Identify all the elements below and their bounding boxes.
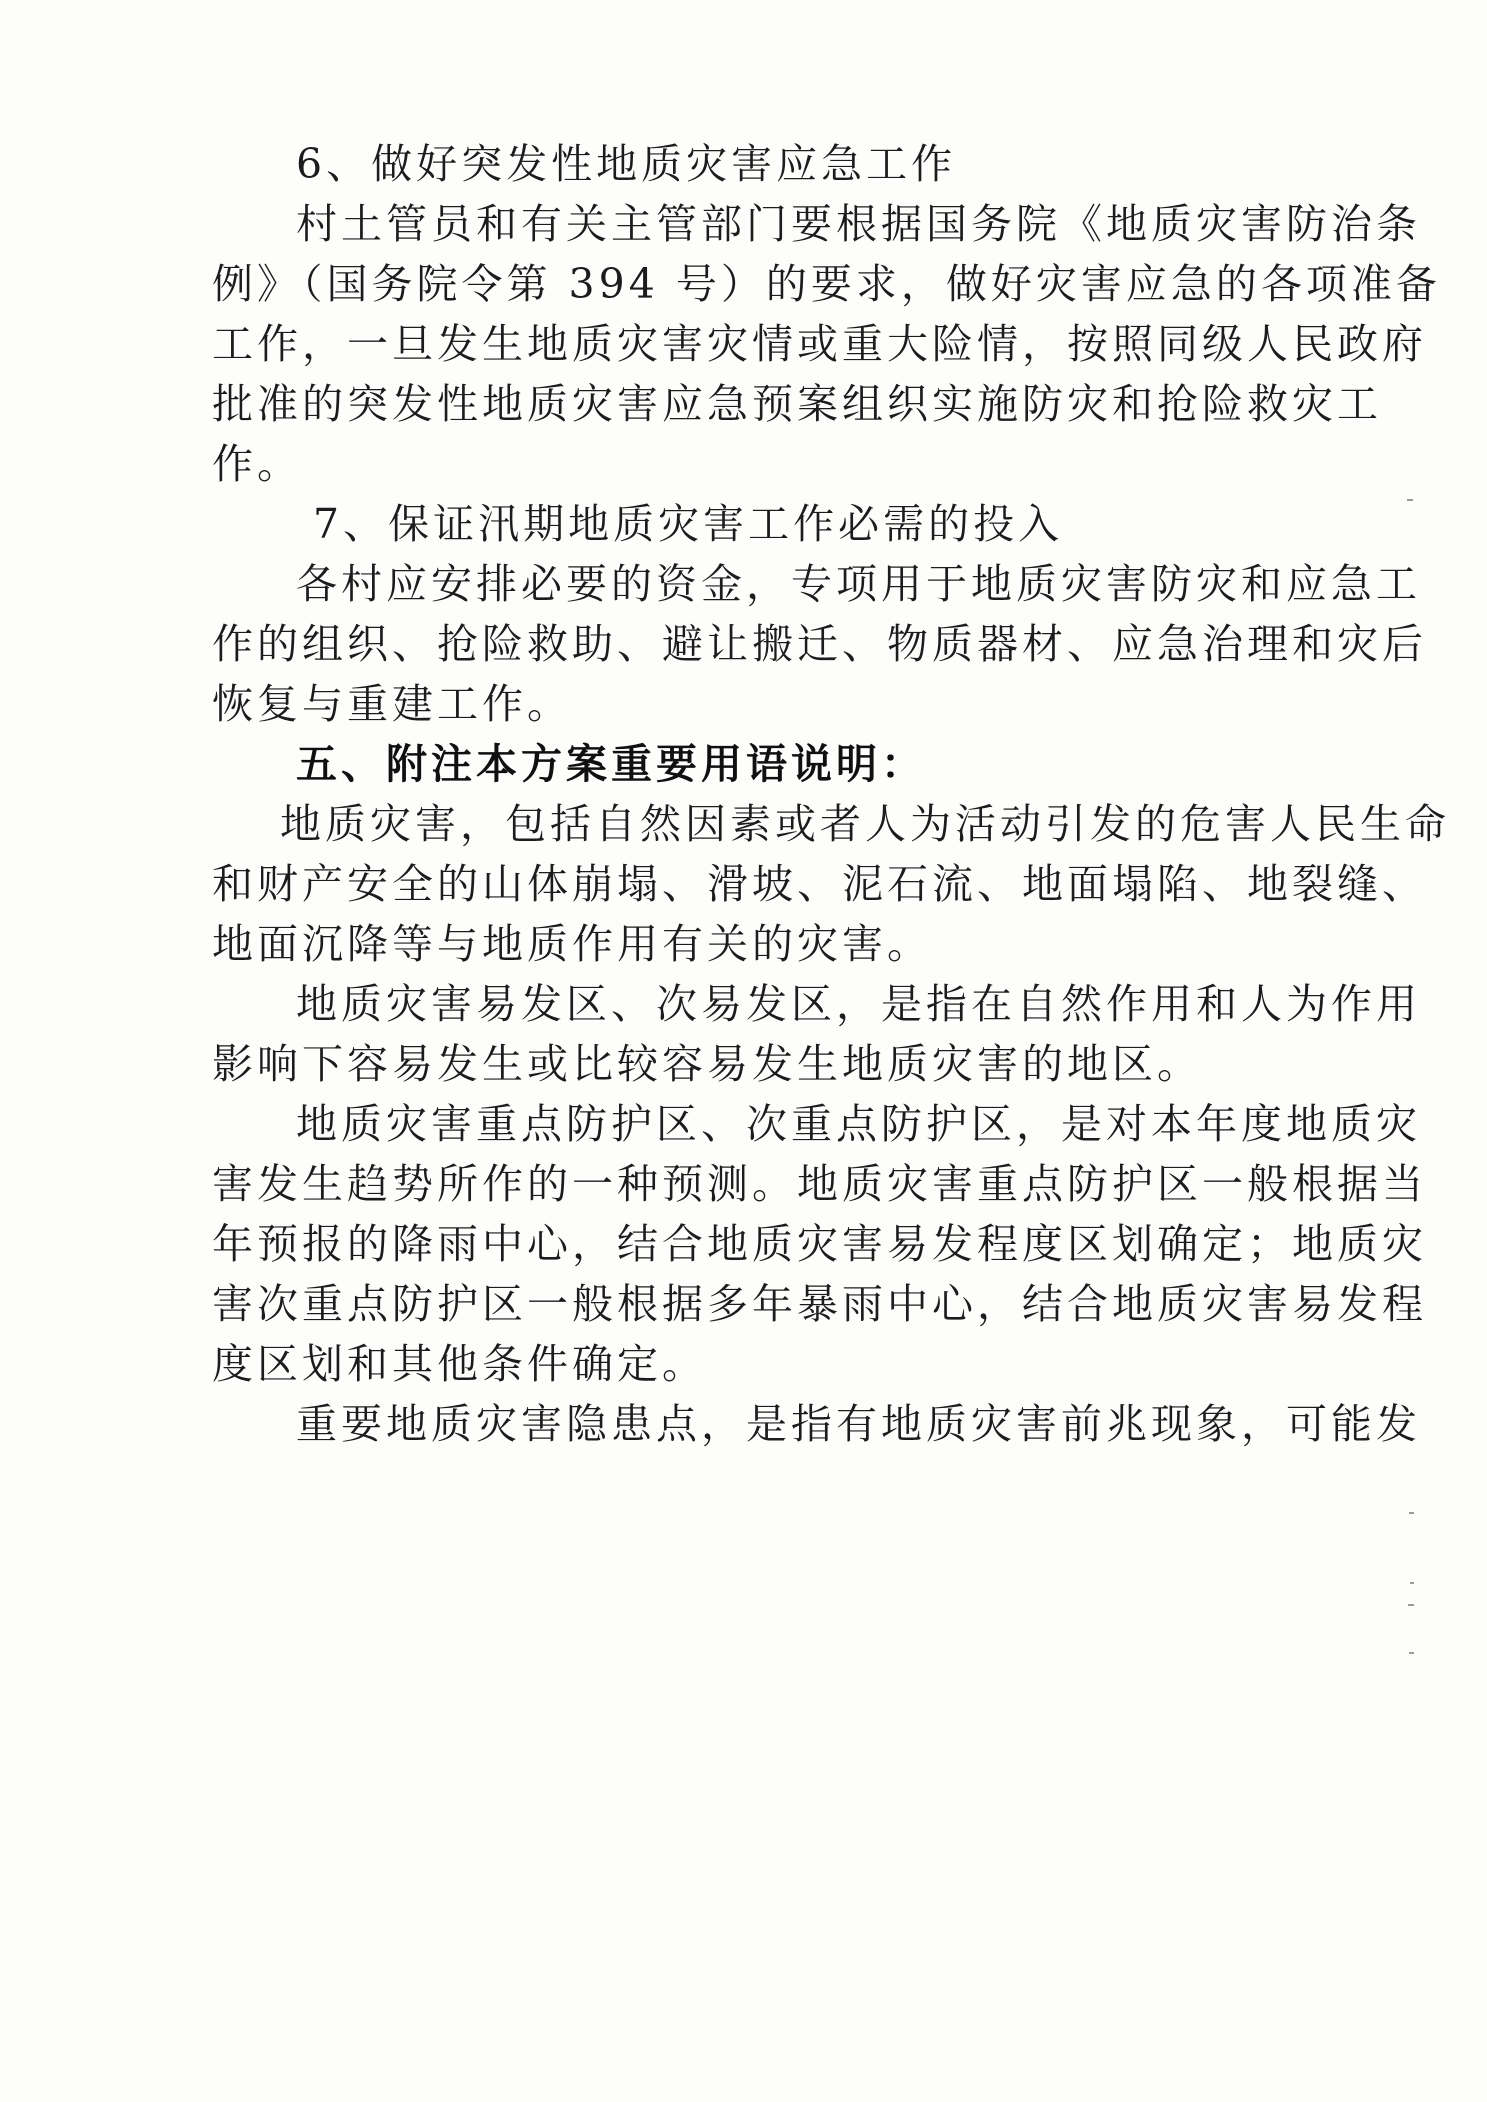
paragraph-line: 工作，一旦发生地质灾害灾情或重大险情，按照同级人民政府 xyxy=(212,320,1427,368)
paragraph-line: 例》（国务院令第 394 号）的要求，做好灾害应急的各项准备 xyxy=(212,260,1441,308)
section-5-heading: 五、附注本方案重要用语说明： xyxy=(296,740,926,788)
scan-speck xyxy=(1410,1582,1414,1584)
paragraph-line: 和财产安全的山体崩塌、滑坡、泥石流、地面塌陷、地裂缝、 xyxy=(212,860,1427,908)
scan-speck xyxy=(1408,1604,1414,1606)
paragraph-line: 重要地质灾害隐患点，是指有地质灾害前兆现象，可能发 xyxy=(296,1400,1421,1448)
paragraph-line: 地质灾害重点防护区、次重点防护区，是对本年度地质灾 xyxy=(296,1100,1421,1148)
section-7-title: 7、保证汛期地质灾害工作必需的投入 xyxy=(313,500,1064,548)
paragraph-line: 作的组织、抢险救助、避让搬迁、物质器材、应急治理和灾后 xyxy=(212,620,1427,668)
paragraph-line: 批准的突发性地质灾害应急预案组织实施防灾和抢险救灾工 xyxy=(212,380,1382,428)
paragraph-line: 害发生趋势所作的一种预测。地质灾害重点防护区一般根据当 xyxy=(212,1160,1427,1208)
paragraph-line: 各村应安排必要的资金，专项用于地质灾害防灾和应急工 xyxy=(296,560,1421,608)
paragraph-line: 地质灾害，包括自然因素或者人为活动引发的危害人民生命 xyxy=(280,800,1450,848)
paragraph-line: 年预报的降雨中心，结合地质灾害易发程度区划确定；地质灾 xyxy=(212,1220,1427,1268)
paragraph-line: 作。 xyxy=(212,440,302,488)
paragraph-line: 恢复与重建工作。 xyxy=(212,680,572,728)
scan-speck xyxy=(1409,1512,1414,1514)
paragraph-line: 害次重点防护区一般根据多年暴雨中心，结合地质灾害易发程 xyxy=(212,1280,1427,1328)
paragraph-line: 村土管员和有关主管部门要根据国务院《地质灾害防治条 xyxy=(296,200,1421,248)
scan-speck xyxy=(1407,499,1413,501)
section-6-title: 6、做好突发性地质灾害应急工作 xyxy=(296,140,957,188)
paragraph-line: 地面沉降等与地质作用有关的灾害。 xyxy=(212,920,932,968)
scan-speck xyxy=(1409,1652,1414,1654)
paragraph-line: 度区划和其他条件确定。 xyxy=(212,1340,707,1388)
paragraph-line: 地质灾害易发区、次易发区，是指在自然作用和人为作用 xyxy=(296,980,1421,1028)
paragraph-line: 影响下容易发生或比较容易发生地质灾害的地区。 xyxy=(212,1040,1202,1088)
